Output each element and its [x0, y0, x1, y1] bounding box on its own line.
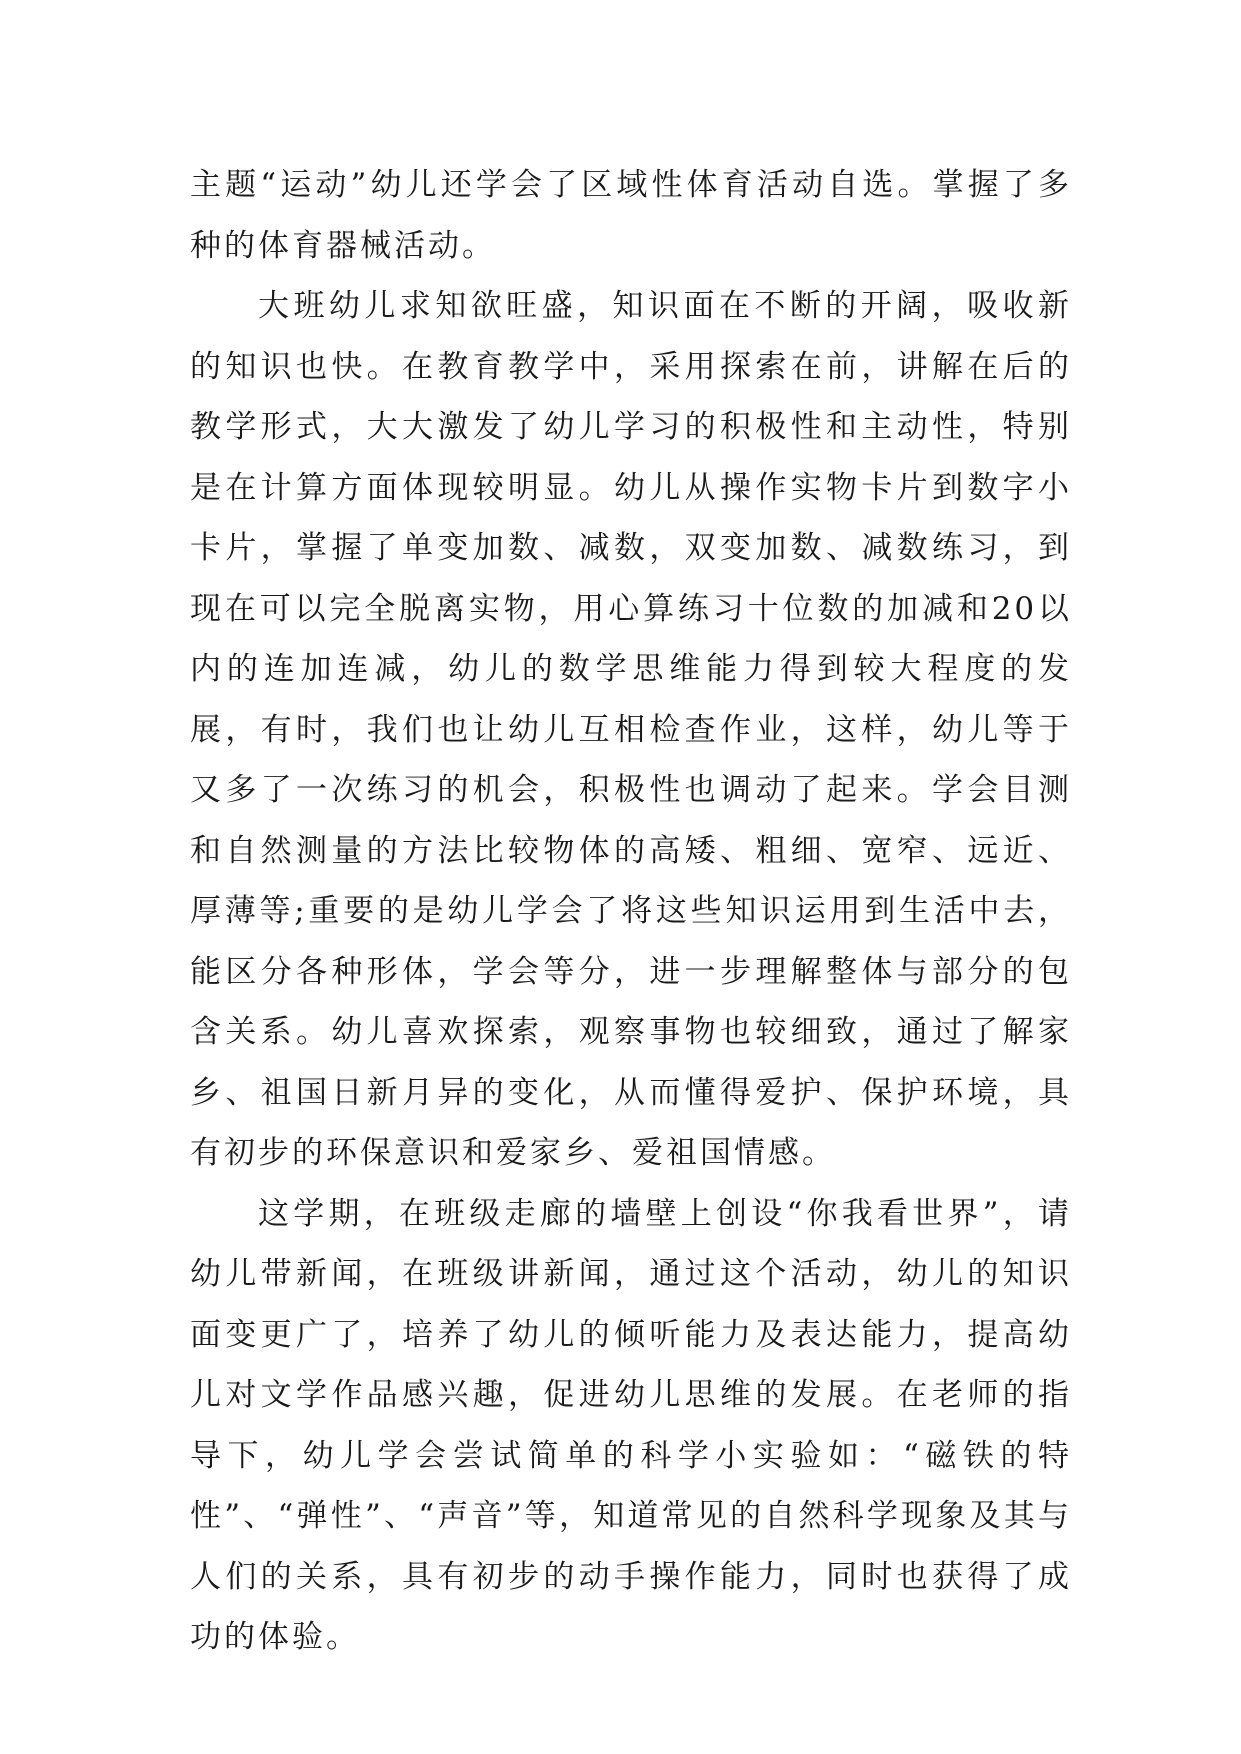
body-text — [190, 155, 1072, 1668]
paragraph-math-learning: 大班幼儿求知欲旺盛，知识面在不断的开阔，吸收新的知识也快。在教育教学中，采用探索在前，讲解在后的教学形式，大大激发了幼儿学习的积极性和主动性，特别是在计算方面体现较明显。幼儿从操作实物卡片到数字小卡片，掌握了单变加数、减数，双变加数、减数练习，到现在可以完全脱离实物，用心算练习十位数的加减和20以内的连加连减，幼儿的数学思维能力得到较大程度的发展，有时，我们也让幼儿互相检查作业，这样，幼儿等于又多了一次练习的机会，积极性也调动了起来。学会目测和自然测量的方法比较物体的高矮、粗细、宽窄、远近、厚薄等;重要的是幼儿学会了将这些知识运用到生活中去，能区分各种形体，学会等分，进一步理解整体与部分的包含关系。幼儿喜欢探索，观察事物也较细致，通过了解家乡、祖国日新月异的变化，从而懂得爱护、保护环境，具有初步的环保意识和爱家乡、爱祖国情感。 — [190, 288, 1072, 1171]
paragraph-news-and-science: 这学期，在班级走廊的墙壁上创设“你我看世界”，请幼儿带新闻，在班级讲新闻，通过这个活动，幼儿的知识面变更广了，培养了幼儿的倾听能力及表达能力，提高幼儿对文学作品感兴趣，促进幼儿思维的发展。在老师的指导下，幼儿学会尝试简单的科学小实验如：“磁铁的特性”、“弹性”、“声音”等，知道常见的自然科学现象及其与人们的关系，具有初步的动手操作能力，同时也获得了成功的体验。 — [190, 1195, 1072, 1655]
paragraph-sports-activities: 主题“运动”幼儿还学会了区域性体育活动自选。掌握了多种的体育器械活动。 — [190, 167, 1072, 264]
